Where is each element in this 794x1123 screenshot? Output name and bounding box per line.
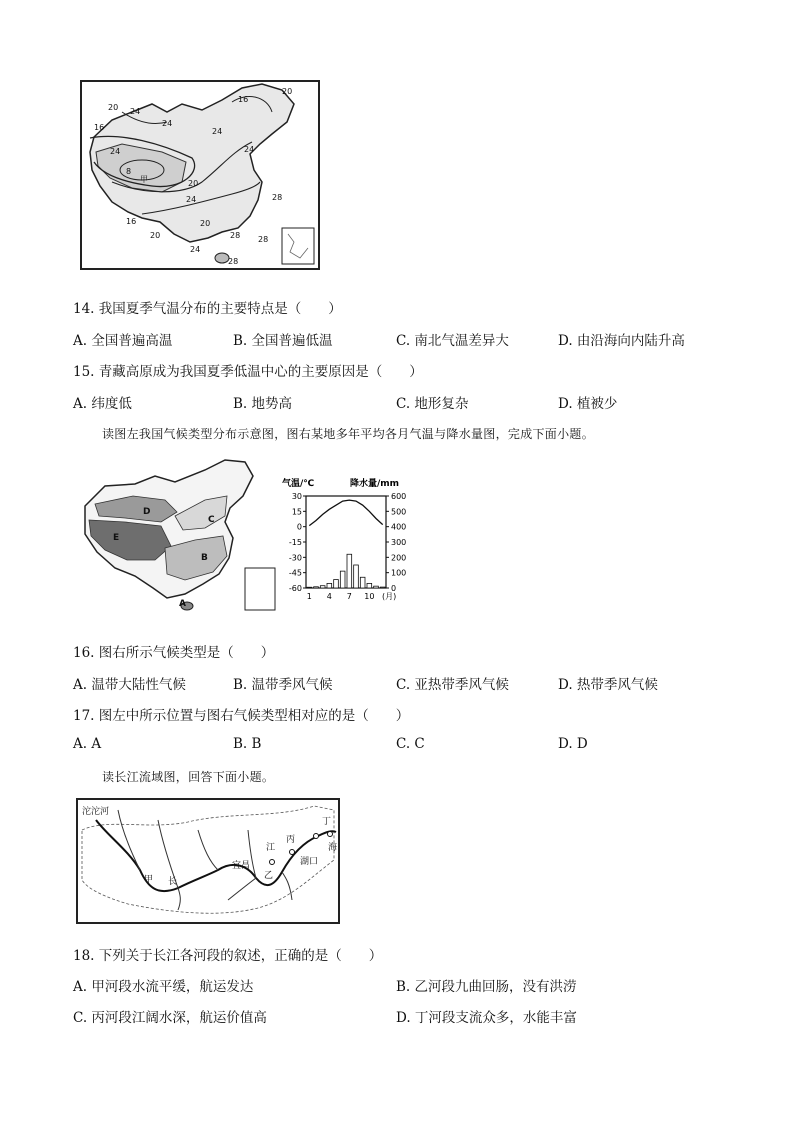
q17-option-a[interactable]: A. A — [73, 736, 102, 752]
q15-option-c[interactable]: C. 地形复杂 — [396, 396, 469, 412]
q17-stem: 17. 图左中所示位置与图右气候类型相对应的是（ ） — [73, 708, 410, 724]
isotherm-label: 20 — [108, 103, 119, 112]
isotherm-label: 8 — [126, 167, 132, 176]
isotherm-label: 24 — [212, 127, 223, 136]
label-hukou: 湖口 — [300, 857, 319, 867]
isotherm-label: 24 — [130, 107, 141, 116]
q14-stem: 14. 我国夏季气温分布的主要特点是（ ） — [73, 301, 342, 317]
precip-bar — [367, 583, 372, 588]
isotherm-map-svg — [82, 82, 318, 268]
temp-tick-label: 15 — [291, 507, 302, 517]
basin-boundary — [82, 806, 334, 913]
isotherm-label: 24 — [186, 195, 197, 204]
precip-bar — [360, 577, 365, 588]
label-yichang: 宜昌 — [232, 861, 251, 871]
month-tick-label: 1 — [306, 592, 312, 601]
q18-option-d[interactable]: D. 丁河段支流众多，水能丰富 — [396, 1010, 577, 1026]
q15-option-d[interactable]: D. 植被少 — [558, 396, 618, 412]
q15-stem: 15. 青藏高原成为我国夏季低温中心的主要原因是（ ） — [73, 364, 423, 380]
temp-tick-label: 30 — [291, 492, 302, 501]
precip-tick-label: 0 — [391, 584, 397, 593]
precip-bar — [374, 586, 379, 588]
month-tick-label: 4 — [326, 592, 332, 601]
south-sea-inset — [245, 568, 275, 610]
q14-option-a[interactable]: A. 全国普遍高温 — [73, 333, 173, 349]
isotherm-label: 16 — [238, 95, 249, 104]
q15-option-a[interactable]: A. 纬度低 — [73, 396, 132, 412]
month-tick-label: 7 — [346, 592, 352, 601]
temp-axis-title: 气温/℃ — [282, 479, 315, 489]
q14-option-d[interactable]: D. 由沿海向内陆升高 — [558, 333, 685, 349]
isotherm-label: 28 — [258, 235, 269, 244]
q18-option-c[interactable]: C. 丙河段江阔水深，航运价值高 — [73, 1010, 267, 1026]
south-sea-inset — [282, 228, 314, 264]
isotherm-label: 24 — [190, 245, 201, 254]
precip-bar — [354, 565, 359, 588]
isotherm-label: 20 — [200, 219, 211, 228]
precip-tick-label: 200 — [391, 553, 407, 563]
isotherm-label: 28 — [228, 257, 239, 266]
climate-chart-svg — [280, 470, 420, 610]
isotherm-label: 24 — [244, 145, 255, 154]
temp-tick-label: -60 — [288, 584, 302, 593]
precip-tick-label: 300 — [391, 538, 407, 547]
isotherm-map — [80, 80, 320, 270]
precip-bar — [334, 580, 339, 588]
precip-bar — [380, 587, 385, 588]
city-marker — [270, 860, 275, 865]
isotherm-label: 16 — [94, 123, 105, 132]
q17-option-b[interactable]: B. B — [233, 736, 262, 752]
precip-bar — [307, 587, 312, 588]
region-label-b: B — [201, 553, 208, 563]
precip-bar — [340, 571, 345, 588]
label-yi: 乙 — [264, 871, 274, 881]
yangtze-basin-map — [76, 798, 340, 924]
q16-stem: 16. 图右所示气候类型是（ ） — [73, 645, 275, 661]
region-label-c: C — [208, 515, 215, 525]
q15-option-b[interactable]: B. 地势高 — [233, 396, 293, 412]
precip-bar — [327, 583, 332, 588]
label-jia: 甲 — [144, 875, 154, 885]
yangtze-main-river — [96, 820, 336, 891]
region-label-e: E — [113, 533, 120, 543]
q17-option-c[interactable]: C. C — [396, 736, 425, 752]
temp-tick-label: 0 — [296, 522, 302, 532]
city-marker — [328, 832, 333, 837]
label-jiang: 江 — [266, 843, 276, 853]
precip-tick-label: 400 — [391, 522, 407, 532]
isotherm-label: 28 — [272, 193, 283, 202]
q18-stem: 18. 下列关于长江各河段的叙述，正确的是（ ） — [73, 948, 383, 964]
label-hai: 海 — [328, 843, 338, 853]
isotherm-label: 20 — [150, 231, 161, 240]
climate-type-map — [75, 456, 280, 616]
precip-tick-label: 600 — [391, 492, 407, 501]
isotherm-label: 16 — [126, 217, 137, 226]
isotherm-label: 20 — [188, 179, 199, 188]
precip-axis-title: 降水量/mm — [350, 479, 400, 489]
q16-intro: 读图左我国气候类型分布示意图，图右某地多年平均各月气温与降水量图，完成下面小题。 — [102, 427, 595, 441]
precip-tick-label: 500 — [391, 507, 407, 517]
temp-tick-label: -15 — [288, 538, 302, 547]
region-label-a: A — [179, 599, 186, 609]
temp-tick-label: -45 — [288, 568, 302, 578]
plot-frame — [306, 496, 386, 588]
label-ding: 丁 — [322, 817, 332, 827]
precip-bar — [347, 554, 352, 588]
q18-option-b[interactable]: B. 乙河段九曲回肠，没有洪涝 — [396, 979, 577, 995]
q14-option-c[interactable]: C. 南北气温差异大 — [396, 333, 509, 349]
label-bing: 丙 — [286, 835, 296, 845]
q18-option-a[interactable]: A. 甲河段水流平缓，航运发达 — [73, 979, 254, 995]
q16-option-b[interactable]: B. 温带季风气候 — [233, 677, 333, 693]
q17-option-d[interactable]: D. D — [558, 736, 588, 752]
precip-bar — [314, 587, 319, 588]
hainan-island — [215, 253, 229, 263]
temp-tick-label: -30 — [288, 553, 302, 563]
month-unit-label: (月) — [382, 592, 397, 601]
isotherm-label: 24 — [110, 147, 121, 156]
city-marker — [314, 834, 319, 839]
q16-option-a[interactable]: A. 温带大陆性气候 — [73, 677, 186, 693]
q18-intro: 读长江流域图，回答下面小题。 — [102, 770, 275, 784]
city-marker — [290, 850, 295, 855]
precip-bar — [320, 586, 325, 588]
region-label-d: D — [143, 507, 151, 517]
q14-option-b[interactable]: B. 全国普遍低温 — [233, 333, 333, 349]
q16-option-c[interactable]: C. 亚热带季风气候 — [396, 677, 509, 693]
isotherm-label: 24 — [162, 119, 173, 128]
isotherm-label: 甲 — [140, 175, 148, 184]
month-tick-label: 10 — [364, 592, 375, 601]
isotherm-label: 28 — [230, 231, 241, 240]
label-chang: 长 — [168, 877, 178, 887]
precip-tick-label: 100 — [391, 568, 407, 578]
label-tuotuo-river: 沱沱河 — [82, 807, 110, 817]
climate-chart — [280, 470, 420, 610]
isotherm-label: 20 — [282, 87, 293, 96]
q16-option-d[interactable]: D. 热带季风气候 — [558, 677, 658, 693]
temperature-line — [309, 500, 382, 525]
